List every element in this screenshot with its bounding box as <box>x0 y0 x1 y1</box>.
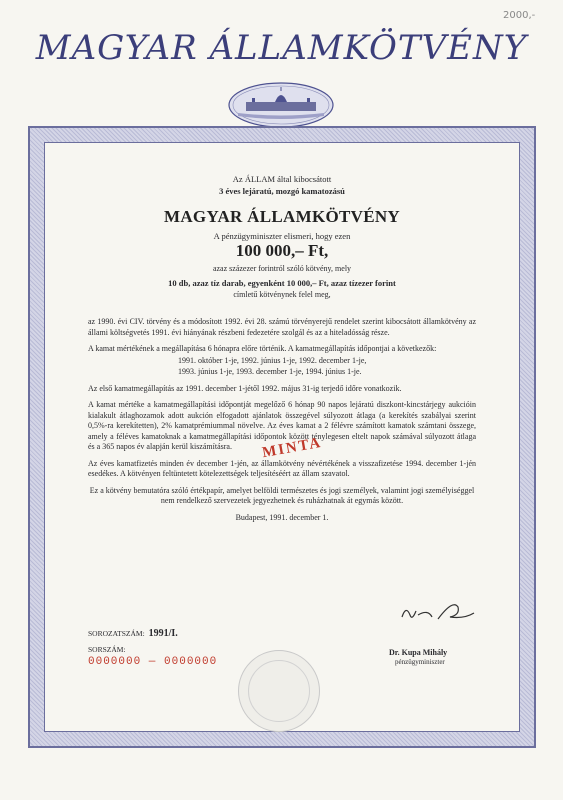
payment-paragraph: Az éves kamatfizetés minden év december 1-jén, az államkötvény névértékének a visszafizetése 1994. december 1-jén esedékes. A kötvényen feltüntetett kötelezettségek teljesítéséért az állam szavatol. <box>88 458 476 478</box>
face-amount: 100 000,– Ft, <box>235 241 329 260</box>
first-rate-paragraph: Az első kamatmegállapítás az 1991. december 1-jétől 1992. május 31-ig terjedő időre vonatkozik. <box>88 383 402 393</box>
serial-number: 0000000 — 0000000 <box>88 656 218 668</box>
holders-paragraph: Ez a kötvény bemutatóra szóló értékpapír, amelyet belföldi természetes és jogi személyek, valamint jogi személyiséggel nem rendelkező szervezetek jegyezhetnek és ruházhatnak át egymás között. <box>89 485 475 505</box>
denomination-line: 10 db, azaz tíz darab, egyenként 10 000,– Ft, azaz tízezer forint <box>168 278 396 288</box>
term-line: 3 éves lejáratú, mozgó kamatozású <box>219 185 345 196</box>
series-number <box>88 628 178 639</box>
pencil-note: 2000,- <box>503 10 536 21</box>
seal-ring <box>248 660 310 722</box>
dry-seal-emblem-icon <box>238 650 320 732</box>
signatory-name: Dr. Kupa Mihály <box>389 648 448 657</box>
rate-dates-line-1: 1991. október 1-je, 1992. június 1-je, 1992. december 1-je, <box>178 355 367 365</box>
rate-dates-line-2: 1993. június 1-je, 1993. december 1-je, 1994. június 1-je. <box>178 367 362 376</box>
series-value: 1991/I. <box>148 628 178 639</box>
rate-dates-intro: A kamat mértékének a megállapítása 6 hónapra előre történik. A kamatmegállapítás időpontjai a következők: <box>88 344 437 353</box>
issuer-line: Az ÁLLAM által kibocsátott <box>232 174 332 184</box>
serial-label: SORSZÁM: <box>88 645 126 654</box>
place-date: Budapest, 1991. december 1. <box>235 512 329 522</box>
legal-paragraph: az 1990. évi CIV. törvény és a módosított 1992. évi 28. számú törvényerejű rendelet szerint kibocsátott államkötvény az állami költségvetés 1991. évi hiányának részbeni fedezetére szolgál és az a hiteladósság része. <box>88 317 476 337</box>
header-title: MAGYAR ÁLLAMKÖTVÉNY <box>35 28 528 68</box>
parliament-vignette-icon <box>228 82 334 128</box>
amount-in-words: azaz százezer forintról szóló kötvény, mely <box>212 263 352 273</box>
certificate-body <box>88 174 476 523</box>
rate-calculation-paragraph: A kamat mértéke a kamatmegállapítási időpontját megelőző 6 hónap 90 napos lejáratú diszkont-kincstárjegy aukcióin kialakult átlaghozamok adott aukción elfogadott ajánlatok összegével súlyozott átlaga (a kerekítés szabályai szerint 0,5%-ra kerekítetten), 2% kamatprémiummal növelve. Az éves kamat a 2 félévre számított kamatok számtani összege, amely a féléves kamatoknak a kamatmegállapítási időpontok között ténylegesen eltelt napok számával súlyozott átlaga és a 365 napos év alapján kerül kiszámításra. <box>88 400 476 451</box>
denomination-line-2: címletű kötvénynek felel meg, <box>233 289 331 299</box>
signature-icon <box>398 597 478 625</box>
signatory-title: pénzügyminiszter <box>395 658 445 666</box>
certificate-title: MAGYAR ÁLLAMKÖTVÉNY <box>164 207 400 226</box>
intro-line: A pénzügyminiszter elismeri, hogy ezen <box>213 230 351 241</box>
minta-overprint: MINTA <box>260 434 324 462</box>
series-label: SOROZATSZÁM: <box>88 629 145 638</box>
